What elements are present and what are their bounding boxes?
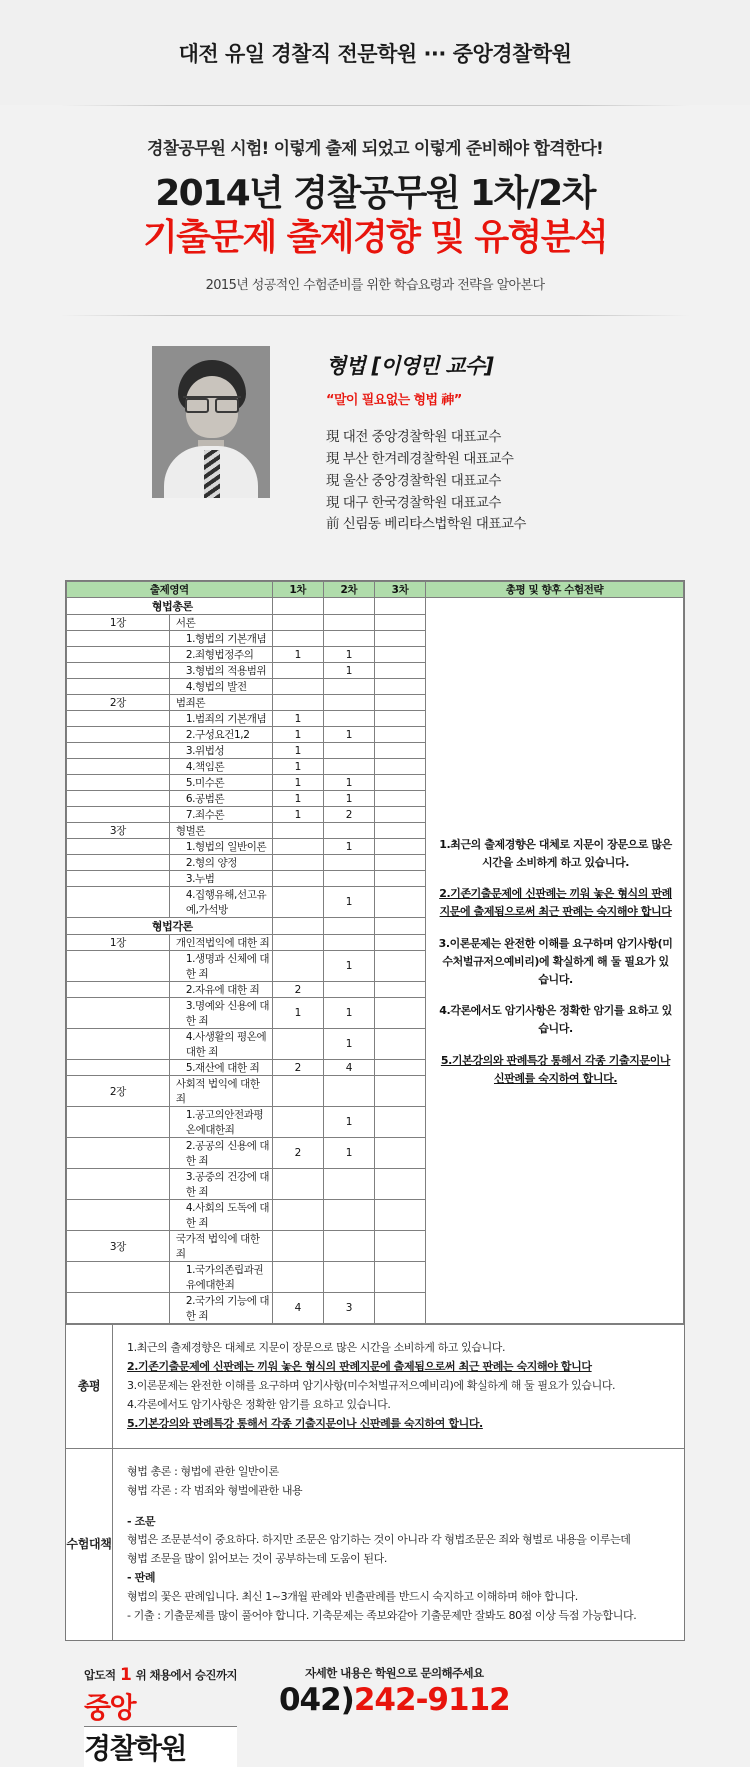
cell-commentary	[426, 598, 684, 1324]
cell-topic: 1.국가의존립과권유에대한죄	[169, 1262, 272, 1293]
col-header-topic: 출제영역	[67, 582, 273, 598]
professor-section	[0, 316, 750, 562]
cell-chapter	[67, 982, 170, 998]
cell-round2-count	[323, 918, 374, 935]
cell-round1-count	[272, 1076, 323, 1107]
cell-round3-count	[374, 1060, 425, 1076]
cell-round3-count	[374, 823, 425, 839]
cell-chapter	[67, 1060, 170, 1076]
cell-topic: 6.공범론	[169, 791, 272, 807]
cell-chapter	[67, 647, 170, 663]
cell-round1-count	[272, 615, 323, 631]
cell-round2-count: 1	[323, 951, 374, 982]
cell-topic: 2.죄형법정주의	[169, 647, 272, 663]
cell-round3-count	[374, 631, 425, 647]
cell-chapter	[67, 743, 170, 759]
cell-round1-count	[272, 1231, 323, 1262]
cell-topic: 3.명예와 신용에 대한 죄	[169, 998, 272, 1029]
cell-chapter: 2장	[67, 1076, 170, 1107]
cell-topic: 2.형의 양정	[169, 855, 272, 871]
cell-topic: 4.책임론	[169, 759, 272, 775]
cell-round3-count	[374, 711, 425, 727]
cell-chapter	[67, 807, 170, 823]
cell-chapter: 1장	[67, 935, 170, 951]
strategy-line	[127, 1501, 672, 1513]
professor-name: 형법 [이영민 교수]	[326, 353, 494, 378]
hero-section	[0, 106, 750, 315]
cell-chapter	[67, 1029, 170, 1060]
table-head	[67, 582, 684, 598]
hero-title-line2: 기출문제 출제경향 및 유형분석	[142, 217, 608, 259]
cell-round1-count	[272, 871, 323, 887]
cell-round3-count	[374, 598, 425, 615]
cell-round3-count	[374, 1107, 425, 1138]
cell-round1-count: 2	[272, 1060, 323, 1076]
table-row	[67, 598, 684, 615]
cell-round1-count: 1	[272, 807, 323, 823]
cell-round2-count	[323, 982, 374, 998]
commentary-paragraph: 3.이론문제는 완전한 이해를 요구하며 암기사항(미수처벌규저으예비리)에 확실하게 해 둘 필요가 있습니다.	[438, 937, 673, 986]
cell-round2-count	[323, 679, 374, 695]
cell-chapter	[67, 951, 170, 982]
cell-round3-count	[374, 918, 425, 935]
footer-brand	[84, 1659, 237, 1767]
cell-round3-count	[374, 1029, 425, 1060]
cell-round2-count	[323, 759, 374, 775]
footer-contact	[279, 1659, 510, 1718]
photo-glasses-shape	[183, 396, 241, 410]
summary-block	[66, 1324, 684, 1448]
cell-round3-count	[374, 839, 425, 855]
cell-chapter	[67, 711, 170, 727]
footer-contact-kicker: 자세한 내용은 학원으로 문의해주세요	[305, 1666, 484, 1681]
cell-round2-count	[323, 855, 374, 871]
cell-round2-count	[323, 823, 374, 839]
col-header-round3: 3차	[374, 582, 425, 598]
cell-topic: 7.죄수론	[169, 807, 272, 823]
cell-round2-count	[323, 743, 374, 759]
footer-kicker-rank: 1	[119, 1665, 132, 1686]
footer-brand-black: 경찰학원	[84, 1726, 237, 1767]
cell-round1-count	[272, 663, 323, 679]
cell-topic: 2.자유에 대한 죄	[169, 982, 272, 998]
cell-round2-count: 2	[323, 807, 374, 823]
cell-chapter	[67, 998, 170, 1029]
cell-round1-count	[272, 598, 323, 615]
cell-round3-count	[374, 935, 425, 951]
cell-round3-count	[374, 871, 425, 887]
cell-chapter	[67, 631, 170, 647]
cell-round1-count: 1	[272, 791, 323, 807]
cell-round2-count	[323, 1076, 374, 1107]
cell-round1-count	[272, 935, 323, 951]
cell-topic: 1.공고의안전과평온에대한죄	[169, 1107, 272, 1138]
cell-chapter	[67, 887, 170, 918]
cell-round3-count	[374, 1262, 425, 1293]
cell-round3-count	[374, 791, 425, 807]
cell-round1-count	[272, 1029, 323, 1060]
cell-round3-count	[374, 695, 425, 711]
cell-topic: 국가적 법익에 대한 죄	[169, 1231, 272, 1262]
cell-topic: 5.재산에 대한 죄	[169, 1060, 272, 1076]
strategy-block	[66, 1448, 684, 1640]
strategy-line: 형법 총론 : 형법에 관한 일반이론	[127, 1464, 279, 1478]
cell-topic: 2.공공의 신용에 대한 죄	[169, 1138, 272, 1169]
summary-line: 5.기본강의와 판례특강 통해서 각종 기출지문이나 신판례를 숙지하여 합니다.	[127, 1416, 483, 1430]
cell-chapter: 3장	[67, 1231, 170, 1262]
cell-round2-count: 1	[323, 839, 374, 855]
cell-round1-count: 2	[272, 1138, 323, 1169]
cell-round3-count	[374, 887, 425, 918]
strategy-line: 형법 각론 : 각 범죄와 형벌에관한 내용	[127, 1483, 303, 1497]
hero-title-line1: 2014년 경찰공무원 1차/2차	[155, 173, 595, 214]
cell-round1-count	[272, 839, 323, 855]
cell-round1-count	[272, 1107, 323, 1138]
cell-round3-count	[374, 663, 425, 679]
cell-round1-count	[272, 855, 323, 871]
cell-round1-count	[272, 631, 323, 647]
strategy-line: 형법의 꽃은 판례입니다. 최신 1~3개월 판례와 빈출판례를 반드시 숙지하고 이해하며 해야 합니다.	[127, 1590, 578, 1604]
cell-section-title: 형법각론	[67, 918, 273, 935]
cell-topic: 4.집행유해,선고유예,가석방	[169, 887, 272, 918]
col-header-round1: 1차	[272, 582, 323, 598]
summary-block-body	[113, 1325, 684, 1448]
footer-phone-area: 042)	[278, 1682, 354, 1719]
cell-topic: 3.공중의 건강에 대한 죄	[169, 1169, 272, 1200]
cell-round2-count: 1	[323, 727, 374, 743]
cell-topic: 4.사생활의 평온에대한 죄	[169, 1029, 272, 1060]
footer	[0, 1659, 750, 1766]
footer-brand-kicker	[84, 1665, 237, 1685]
strategy-block-body	[113, 1449, 684, 1640]
summary-line: 1.최근의 출제경향은 대체로 지문이 장문으로 많은 시간을 소비하게 하고 있습니다.	[127, 1341, 506, 1355]
cell-chapter	[67, 1138, 170, 1169]
commentary-box	[426, 824, 683, 1098]
summary-line: 2.기존기출문제에 신판례는 끼워 놓은 형식의 판례지문에 출제됨으로써 최근 판례는 숙지해야 합니다	[127, 1360, 592, 1374]
cell-chapter	[67, 679, 170, 695]
professor-tagline: “말이 필요없는 형법 神”	[326, 392, 462, 408]
footer-kicker-before: 압도적	[84, 1668, 119, 1683]
cell-chapter	[67, 791, 170, 807]
cell-round2-count: 1	[323, 663, 374, 679]
cell-chapter	[67, 855, 170, 871]
col-header-commentary: 총평 및 향후 수험전략	[426, 582, 684, 598]
professor-career-item: 現 대구 한국경찰학원 대표교수	[326, 494, 501, 511]
cell-chapter	[67, 727, 170, 743]
cell-topic: 사회적 법익에 대한 죄	[169, 1076, 272, 1107]
cell-topic: 3.형법의 적용범위	[169, 663, 272, 679]
cell-round2-count	[323, 695, 374, 711]
cell-topic: 4.사회의 도독에 대한 죄	[169, 1200, 272, 1231]
summary-line: 4.각론에서도 암기사항은 정확한 암기를 요하고 있습니다.	[127, 1397, 391, 1411]
hero-kicker: 경찰공무원 시험! 이렇게 출제 되었고 이렇게 준비해야 합격한다!	[147, 139, 603, 159]
cell-round3-count	[374, 679, 425, 695]
cell-round1-count: 1	[272, 759, 323, 775]
professor-career-item: 前 신림동 베리타스법학원 대표교수	[326, 516, 526, 533]
cell-round2-count: 1	[323, 887, 374, 918]
professor-info	[326, 346, 526, 536]
footer-phone[interactable]	[279, 1682, 510, 1718]
cell-round1-count: 1	[272, 998, 323, 1029]
hero-subtitle: 2015년 성공적인 수험준비를 위한 학습요령과 전략을 알아본다	[205, 277, 545, 293]
cell-round1-count	[272, 887, 323, 918]
cell-topic: 서론	[169, 615, 272, 631]
cell-topic: 범죄론	[169, 695, 272, 711]
analysis-sheet	[65, 580, 685, 1641]
cell-topic: 3.누범	[169, 871, 272, 887]
cell-round1-count	[272, 918, 323, 935]
cell-round1-count: 2	[272, 982, 323, 998]
cell-round2-count: 1	[323, 647, 374, 663]
cell-round2-count: 1	[323, 1029, 374, 1060]
cell-round2-count	[323, 1169, 374, 1200]
cell-round2-count: 1	[323, 1138, 374, 1169]
cell-round2-count: 1	[323, 791, 374, 807]
cell-round1-count	[272, 1200, 323, 1231]
cell-chapter	[67, 1293, 170, 1324]
cell-round1-count: 1	[272, 727, 323, 743]
cell-chapter	[67, 775, 170, 791]
cell-section-title: 형법총론	[67, 598, 273, 615]
footer-brand-name	[84, 1686, 237, 1767]
footer-brand-red: 중앙	[84, 1691, 135, 1725]
cell-round2-count	[323, 711, 374, 727]
cell-round2-count	[323, 598, 374, 615]
cell-topic: 개인적법익에 대한 죄	[169, 935, 272, 951]
cell-topic: 1.형법의 일반이론	[169, 839, 272, 855]
cell-topic: 2.구성요건1,2	[169, 727, 272, 743]
cell-round2-count: 3	[323, 1293, 374, 1324]
cell-chapter	[67, 1262, 170, 1293]
commentary-paragraph: 2.기존기출문제에 신판례는 끼워 놓은 형식의 판례지문에 출제됨으로써 최근 판례는 숙지해야 합니다	[439, 887, 672, 919]
cell-round3-count	[374, 759, 425, 775]
footer-kicker-after: 위 채용에서 승진까지	[132, 1668, 237, 1683]
strategy-line: 형법은 조문분석이 중요하다. 하지만 조문은 암기하는 것이 아니라 각 형법조문은 죄와 형벌로 내용을 이루는데	[127, 1533, 631, 1547]
cell-round3-count	[374, 1200, 425, 1231]
strategy-line: 형법 조문을 많이 읽어보는 것이 공부하는데 도움이 된다.	[127, 1552, 387, 1566]
cell-round1-count: 4	[272, 1293, 323, 1324]
commentary-paragraph: 1.최근의 출제경향은 대체로 지문이 장문으로 많은 시간을 소비하게 하고 있습니다.	[439, 837, 672, 869]
cell-chapter: 2장	[67, 695, 170, 711]
cell-round3-count	[374, 855, 425, 871]
cell-chapter	[67, 1200, 170, 1231]
table-header-row	[67, 582, 684, 598]
cell-topic: 2.국가의 기능에 대한 죄	[169, 1293, 272, 1324]
cell-round1-count: 1	[272, 743, 323, 759]
cell-round2-count: 1	[323, 998, 374, 1029]
cell-round1-count	[272, 951, 323, 982]
cell-round1-count	[272, 823, 323, 839]
cell-round2-count: 4	[323, 1060, 374, 1076]
cell-round3-count	[374, 1293, 425, 1324]
cell-round2-count	[323, 871, 374, 887]
cell-round2-count	[323, 1262, 374, 1293]
summary-line: 3.이론문제는 완전한 이해를 요구하며 암기사항(미수처벌규저으예비리)에 확실하게 해 둘 필요가 있습니다.	[127, 1379, 616, 1393]
cell-topic: 1.생명과 신체에 대한 죄	[169, 951, 272, 982]
photo-tie-shape	[204, 450, 220, 498]
cell-topic: 5.미수론	[169, 775, 272, 791]
strategy-line: - 기출 : 기출문제를 많이 풀어야 합니다. 기축문제는 족보와같아 기출문제만 잘봐도 80점 이상 득점 가능합니다.	[127, 1609, 637, 1623]
col-header-round2: 2차	[323, 582, 374, 598]
professor-career-list	[326, 427, 526, 536]
cell-chapter	[67, 839, 170, 855]
professor-career-item: 現 대전 중앙경찰학원 대표교수	[326, 428, 501, 445]
cell-topic: 1.형법의 기본개념	[169, 631, 272, 647]
cell-round2-count: 1	[323, 1107, 374, 1138]
cell-round3-count	[374, 807, 425, 823]
cell-round2-count	[323, 1231, 374, 1262]
cell-round2-count	[323, 615, 374, 631]
cell-round1-count	[272, 679, 323, 695]
cell-round3-count	[374, 951, 425, 982]
cell-round2-count	[323, 935, 374, 951]
cell-chapter: 1장	[67, 615, 170, 631]
cell-round3-count	[374, 1169, 425, 1200]
cell-round3-count	[374, 998, 425, 1029]
cell-chapter	[67, 1169, 170, 1200]
strategy-line: - 판례	[127, 1571, 156, 1585]
cell-chapter	[67, 663, 170, 679]
cell-topic: 형벌론	[169, 823, 272, 839]
commentary-paragraph: 4.각론에서도 암기사항은 정확한 암기를 요하고 있습니다.	[439, 1004, 672, 1036]
cell-round3-count	[374, 1076, 425, 1107]
cell-round3-count	[374, 1231, 425, 1262]
cell-round2-count	[323, 1200, 374, 1231]
cell-round1-count	[272, 1262, 323, 1293]
cell-round3-count	[374, 743, 425, 759]
cell-round1-count	[272, 1169, 323, 1200]
cell-chapter: 3장	[67, 823, 170, 839]
professor-photo	[152, 346, 270, 498]
cell-round3-count	[374, 727, 425, 743]
cell-round3-count	[374, 615, 425, 631]
cell-chapter	[67, 1107, 170, 1138]
cell-chapter	[67, 759, 170, 775]
strategy-block-label: 수험대책	[66, 1449, 113, 1640]
cell-round1-count	[272, 695, 323, 711]
top-banner-title: 대전 유일 경찰직 전문학원 ··· 중앙경찰학원	[178, 41, 572, 66]
professor-career-item: 現 울산 중앙경찰학원 대표교수	[326, 472, 501, 489]
commentary-paragraph: 5.기본강의와 판례특강 통해서 각종 기출지문이나 신판례를 숙지하여 합니다.	[440, 1054, 671, 1085]
cell-topic: 1.범죄의 기본개념	[169, 711, 272, 727]
cell-round3-count	[374, 1138, 425, 1169]
footer-phone-number: 242-9112	[353, 1682, 510, 1719]
table-body	[67, 598, 684, 1324]
summary-block-label: 총평	[66, 1325, 113, 1448]
cell-round2-count	[323, 631, 374, 647]
cell-round3-count	[374, 647, 425, 663]
cell-round1-count: 1	[272, 647, 323, 663]
cell-topic: 4.형법의 발전	[169, 679, 272, 695]
cell-round1-count: 1	[272, 711, 323, 727]
strategy-line: - 조문	[127, 1514, 156, 1528]
top-banner	[0, 0, 750, 105]
cell-round3-count	[374, 982, 425, 998]
cell-round1-count: 1	[272, 775, 323, 791]
cell-topic: 3.위법성	[169, 743, 272, 759]
cell-chapter	[67, 871, 170, 887]
exam-topic-table	[66, 581, 684, 1324]
professor-career-item: 現 부산 한겨레경찰학원 대표교수	[326, 450, 514, 467]
cell-round3-count	[374, 775, 425, 791]
cell-round2-count: 1	[323, 775, 374, 791]
